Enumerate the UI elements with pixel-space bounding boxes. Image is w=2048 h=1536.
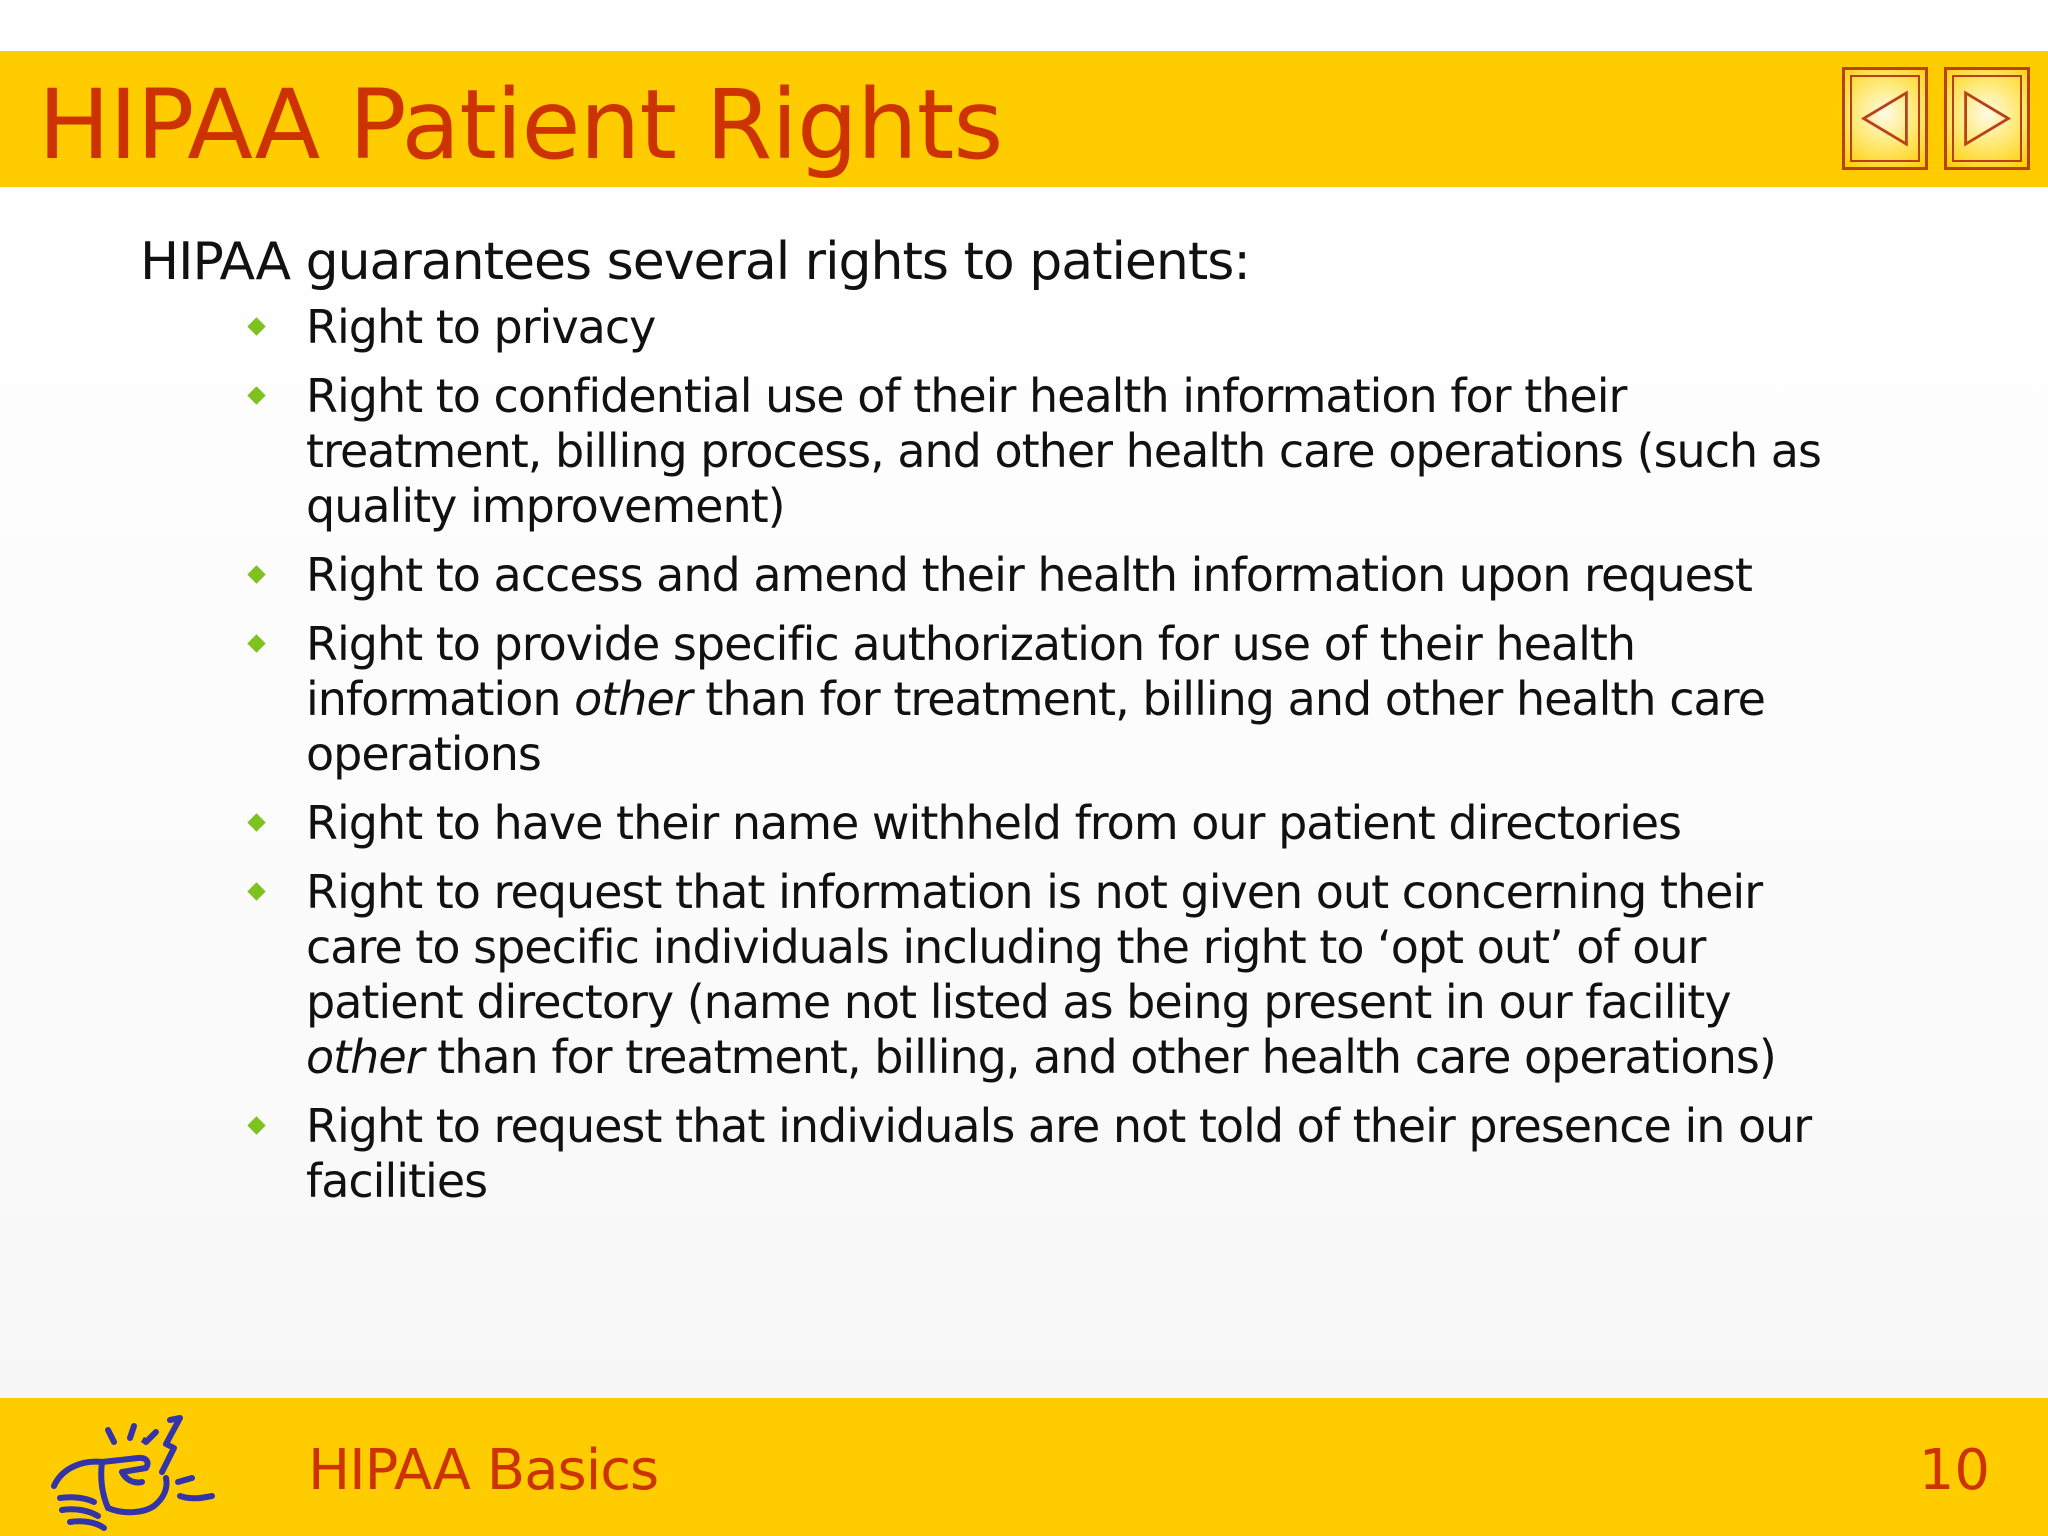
text-segment: than for treatment, billing and other health care operations xyxy=(306,672,1765,781)
bullet-text xyxy=(306,369,1821,533)
list-item xyxy=(240,617,1840,782)
text-segment: Right to request that individuals are not told of their presence in our facilities xyxy=(306,1099,1812,1208)
diamond-bullet-icon xyxy=(247,813,265,831)
text-segment: than for treatment, billing, and other health care operations) xyxy=(423,1030,1776,1084)
previous-slide-button[interactable] xyxy=(1842,67,1928,170)
top-strip xyxy=(0,0,2048,51)
bullet-text xyxy=(306,1099,1811,1208)
pointing-hand-icon xyxy=(42,1398,232,1536)
text-segment: Right to provide specific authorization for use of their health information xyxy=(306,617,1636,726)
list-item xyxy=(240,548,1840,603)
list-item xyxy=(240,1099,1840,1209)
list-item xyxy=(240,796,1840,851)
text-segment: Right to request that information is not given out concerning their care to specific individuals including the right to ‘opt out’ of our patient directory (name not listed as being present in our facility xyxy=(306,865,1763,1029)
bullet-text xyxy=(306,865,1776,1084)
list-item xyxy=(240,865,1840,1085)
diamond-bullet-icon xyxy=(247,1116,265,1134)
rights-list xyxy=(240,300,1840,1223)
bullet-text xyxy=(306,796,1681,850)
intro-text: HIPAA guarantees several rights to patients: xyxy=(140,232,1250,292)
triangle-left-icon xyxy=(1845,70,1925,167)
diamond-bullet-icon xyxy=(247,317,265,335)
footer-title: HIPAA Basics xyxy=(308,1438,659,1503)
bullet-text xyxy=(306,300,655,354)
triangle-right-icon xyxy=(1947,70,2027,167)
diamond-bullet-icon xyxy=(247,386,265,404)
diamond-bullet-icon xyxy=(247,634,265,652)
diamond-bullet-icon xyxy=(247,882,265,900)
bullet-text xyxy=(306,617,1765,781)
text-segment: Right to confidential use of their health information for their treatment, billing process, and other health care operations (such as quality improvement) xyxy=(306,369,1821,533)
diamond-bullet-icon xyxy=(247,565,265,583)
text-segment: Right to have their name withheld from our patient directories xyxy=(306,796,1682,850)
list-item xyxy=(240,300,1840,355)
emphasis-text: other xyxy=(574,672,692,726)
page-number: 10 xyxy=(1918,1438,1990,1503)
list-item xyxy=(240,369,1840,534)
slide-title: HIPAA Patient Rights xyxy=(38,69,1003,181)
text-segment: Right to privacy xyxy=(306,300,656,354)
text-segment: Right to access and amend their health information upon request xyxy=(306,548,1752,602)
bullet-text xyxy=(306,548,1752,602)
emphasis-text: other xyxy=(306,1030,424,1084)
next-slide-button[interactable] xyxy=(1944,67,2030,170)
